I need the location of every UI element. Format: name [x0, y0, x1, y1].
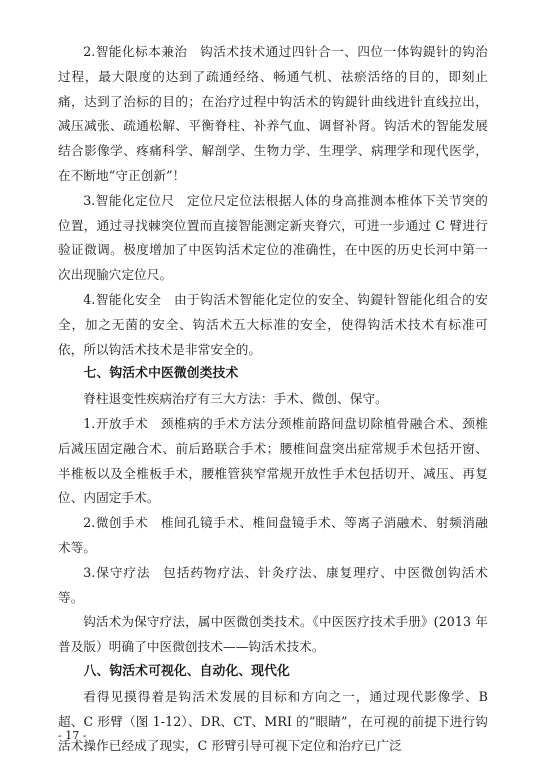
paragraph-term: 2.微创手术	[83, 515, 149, 531]
section-heading-7: 七、钩活术中医微创类技术	[83, 366, 239, 382]
paragraph-term: 3.保守疗法	[83, 564, 151, 580]
paragraph-intelligent-safety	[58, 288, 488, 362]
paragraph-three-methods: 脊柱退变性疾病治疗有三大方法：手术、微创、保守。	[83, 391, 388, 407]
paragraph-open-surgery	[58, 412, 488, 511]
paragraph-text: 由于钩活术智能化定位的安全、钩鍉针智能化组合的安全，加之无菌的安全、钩活术五大标准的安全，使得钩活术技术有标准可依，所以钩活术技术是非常安全的。	[58, 291, 489, 357]
paragraph-text: 颈椎病的手术方法分颈椎前路间盘切除植骨融合术、颈椎后减压固定融合术、前后路联合手术；腰椎间盘突出症常规手术包括开窗、半椎板以及全椎板手术，腰椎管狭窄常规开放性手术包括切开、减压、再复位、内固定手术。	[58, 415, 488, 506]
paragraph-text: 定位尺定位法根据人体的身高推测本椎体下关节突的位置，通过寻找棘突位置而直接智能测定新夹脊穴，可进一步通过 C 臂进行验证微调。极度增加了中医钩活术定位的准确性，在中医的历史长河中第一次出现腧穴定位尺。	[58, 192, 488, 283]
paragraph-minimally-invasive	[58, 511, 488, 561]
paragraph-conservative	[58, 561, 488, 611]
paragraph-term: 2.智能化标本兼治	[83, 44, 188, 59]
paragraph-text: 椎间孔镜手术、椎间盘镜手术、等离子消融术、射频消融术等。	[58, 515, 488, 555]
paragraph-intelligent-treatment	[58, 40, 488, 189]
page-body	[58, 40, 488, 759]
page-number: - 17 -	[58, 729, 87, 742]
paragraph-term: 4.智能化安全	[83, 291, 162, 307]
paragraph-hook-classification: 钩活术为保守疗法，属中医微创类技术。《中医医疗技术手册》(2013 年普及版）明确了中医微创技术——钩活术技术。	[58, 614, 488, 655]
paragraph-text: 钩活术技术通过四针合一、四位一体钩鍉针的钩治过程，最大限度的达到了疏通经络、畅通气机、祛瘀活络的目的，即刻止痛，达到了治标的目的；在治疗过程中钩活术的钩鍉针曲线进针直线拉出，减压减张、疏通松解、平衡脊柱、补养气血、调督补肾。钩活术的智能发展结合影像学、疼痛科学、解剖学、生物力学、生理学、病理学和现代医学，在不断地“守正创新”！	[58, 44, 489, 183]
paragraph-term: 3.智能化定位尺	[83, 192, 175, 208]
paragraph-visualization: 看得见摸得着是钩活术发展的目标和方向之一，通过现代影像学、B 超、C 形臂（图 1-12）、DR、CT、MRI 的“眼睛”，在可视的前提下进行钩活术操作已经成了现实，C 形臂引导可视下定位和治疗已广泛	[58, 688, 488, 754]
paragraph-term: 1.开放手术	[83, 415, 149, 431]
paragraph-positioning-ruler	[58, 189, 488, 288]
paragraph-text: 包括药物疗法、针灸疗法、康复理疗、中医微创钩活术等。	[58, 564, 488, 605]
section-heading-8: 八、钩活术可视化、自动化、现代化	[83, 663, 290, 679]
